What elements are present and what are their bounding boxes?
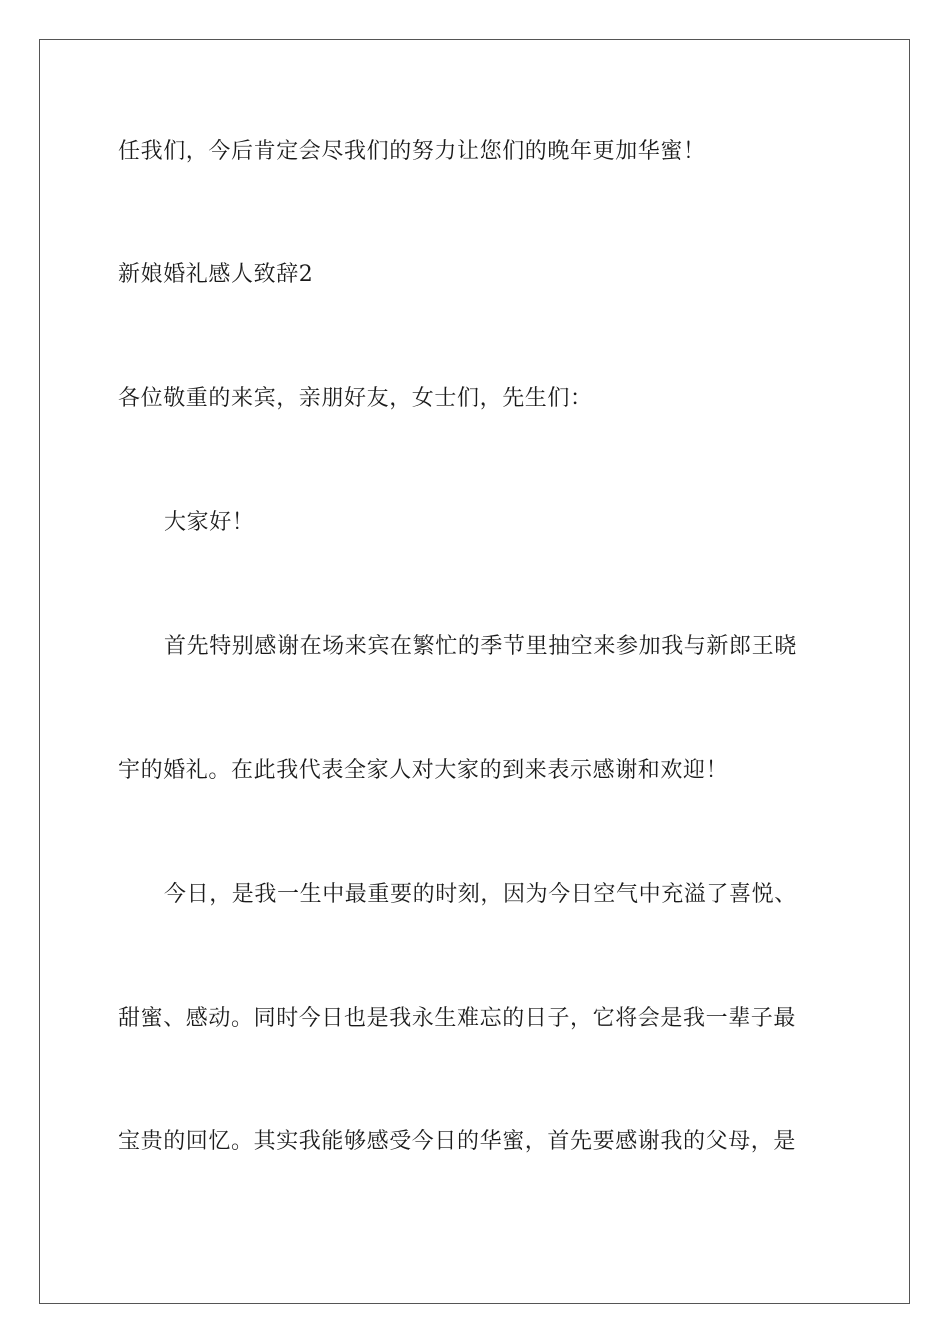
page-frame	[39, 39, 910, 1304]
paragraph-line: 首先特别感谢在场来宾在繁忙的季节里抽空来参加我与新郎王晓	[164, 634, 797, 659]
paragraph-line: 今日，是我一生中最重要的时刻，因为今日空气中充溢了喜悦、	[164, 882, 797, 907]
greeting-line: 大家好！	[164, 510, 255, 535]
paragraph-line: 任我们，今后肯定会尽我们的努力让您们的晚年更加华蜜！	[118, 139, 706, 164]
section-heading: 新娘婚礼感人致辞2	[118, 262, 314, 287]
paragraph-line: 宝贵的回忆。其实我能够感受今日的华蜜，首先要感谢我的父母，是	[118, 1129, 797, 1154]
paragraph-line: 甜蜜、感动。同时今日也是我永生难忘的日子，它将会是我一辈子最	[118, 1006, 797, 1031]
paragraph-line: 宇的婚礼。在此我代表全家人对大家的到来表示感谢和欢迎！	[118, 758, 729, 783]
salutation-line: 各位敬重的来宾，亲朋好友，女士们，先生们：	[118, 386, 593, 411]
